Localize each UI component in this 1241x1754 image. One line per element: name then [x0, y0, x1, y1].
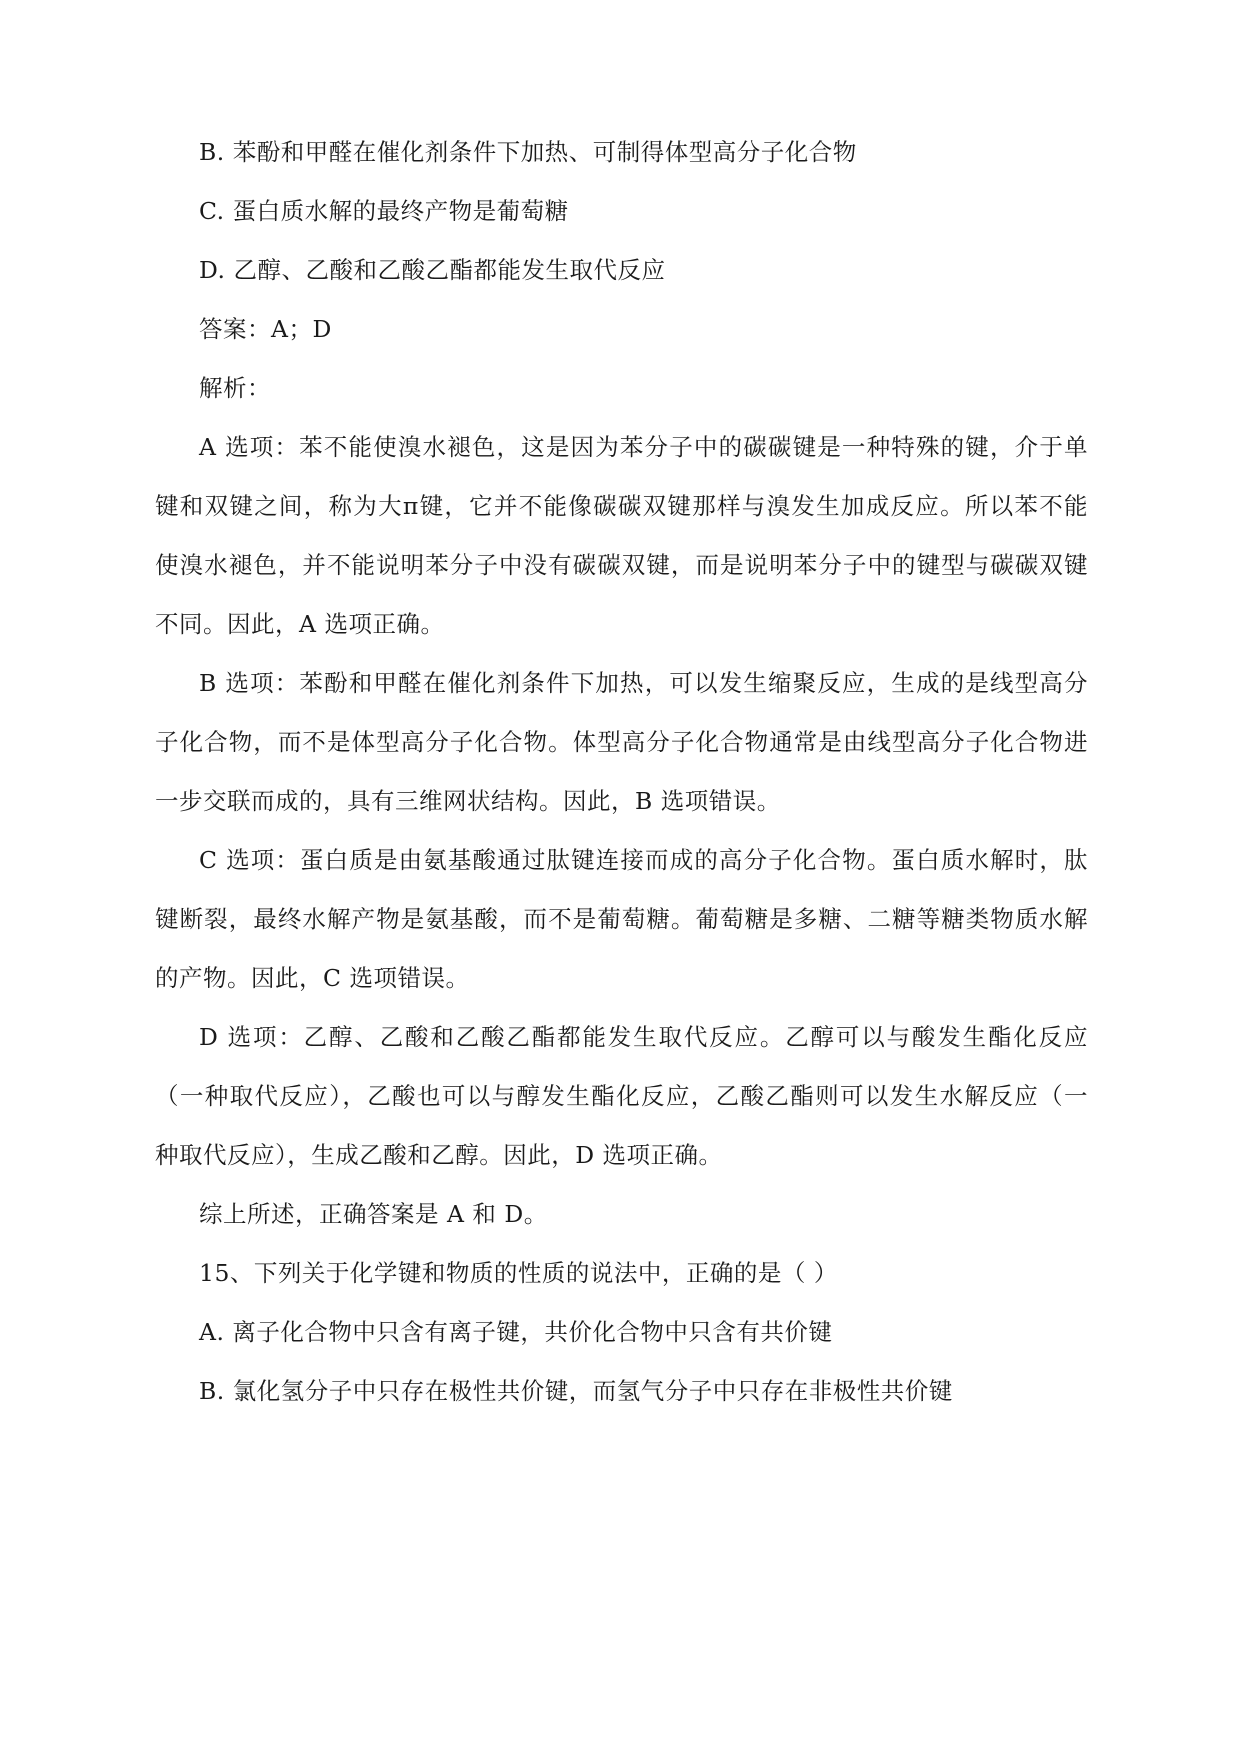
analysis-a-line-4: 不同。因此，A 选项正确。 — [155, 610, 445, 638]
analysis-c-line-2: 键断裂，最终水解产物是氨基酸，而不是葡萄糖。葡萄糖是多糖、二糖等糖类物质水解 — [155, 905, 1088, 933]
analysis-b-line-1: B 选项：苯酚和甲醛在催化剂条件下加热，可以发生缩聚反应，生成的是线型高分 — [199, 669, 1088, 697]
option-d-prev: D. 乙醇、乙酸和乙酸乙酯都能发生取代反应 — [199, 256, 666, 284]
analysis-title: 解析： — [199, 374, 271, 402]
answer-line: 答案：A；D — [199, 315, 332, 343]
analysis-a-line-1: A 选项：苯不能使溴水褪色，这是因为苯分子中的碳碳键是一种特殊的键，介于单 — [199, 433, 1088, 461]
analysis-b-line-3: 一步交联而成的，具有三维网状结构。因此，B 选项错误。 — [155, 787, 781, 815]
analysis-d-line-3: 种取代反应），生成乙酸和乙醇。因此，D 选项正确。 — [155, 1141, 723, 1169]
question-15-option-b: B. 氯化氢分子中只存在极性共价键，而氢气分子中只存在非极性共价键 — [199, 1377, 953, 1405]
option-b-prev: B. 苯酚和甲醛在催化剂条件下加热、可制得体型高分子化合物 — [199, 138, 857, 166]
analysis-d-line-2: （一种取代反应），乙酸也可以与醇发生酯化反应，乙酸乙酯则可以发生水解反应（一 — [155, 1082, 1088, 1110]
analysis-a-line-2: 键和双键之间，称为大π键，它并不能像碳碳双键那样与溴发生加成反应。所以苯不能 — [155, 492, 1088, 520]
analysis-d-line-1: D 选项：乙醇、乙酸和乙酸乙酯都能发生取代反应。乙醇可以与酸发生酯化反应 — [199, 1023, 1088, 1051]
analysis-c-line-1: C 选项：蛋白质是由氨基酸通过肽键连接而成的高分子化合物。蛋白质水解时，肽 — [199, 846, 1088, 874]
question-15-option-a: A. 离子化合物中只含有离子键，共价化合物中只含有共价键 — [199, 1318, 833, 1346]
analysis-b-line-2: 子化合物，而不是体型高分子化合物。体型高分子化合物通常是由线型高分子化合物进 — [155, 728, 1088, 756]
question-15-stem: 15、下列关于化学键和物质的性质的说法中，正确的是（ ） — [199, 1259, 838, 1287]
analysis-summary: 综上所述，正确答案是 A 和 D。 — [199, 1200, 548, 1228]
option-c-prev: C. 蛋白质水解的最终产物是葡萄糖 — [199, 197, 569, 225]
analysis-c-line-3: 的产物。因此，C 选项错误。 — [155, 964, 470, 992]
analysis-a-line-3: 使溴水褪色，并不能说明苯分子中没有碳碳双键，而是说明苯分子中的键型与碳碳双键 — [155, 551, 1088, 579]
